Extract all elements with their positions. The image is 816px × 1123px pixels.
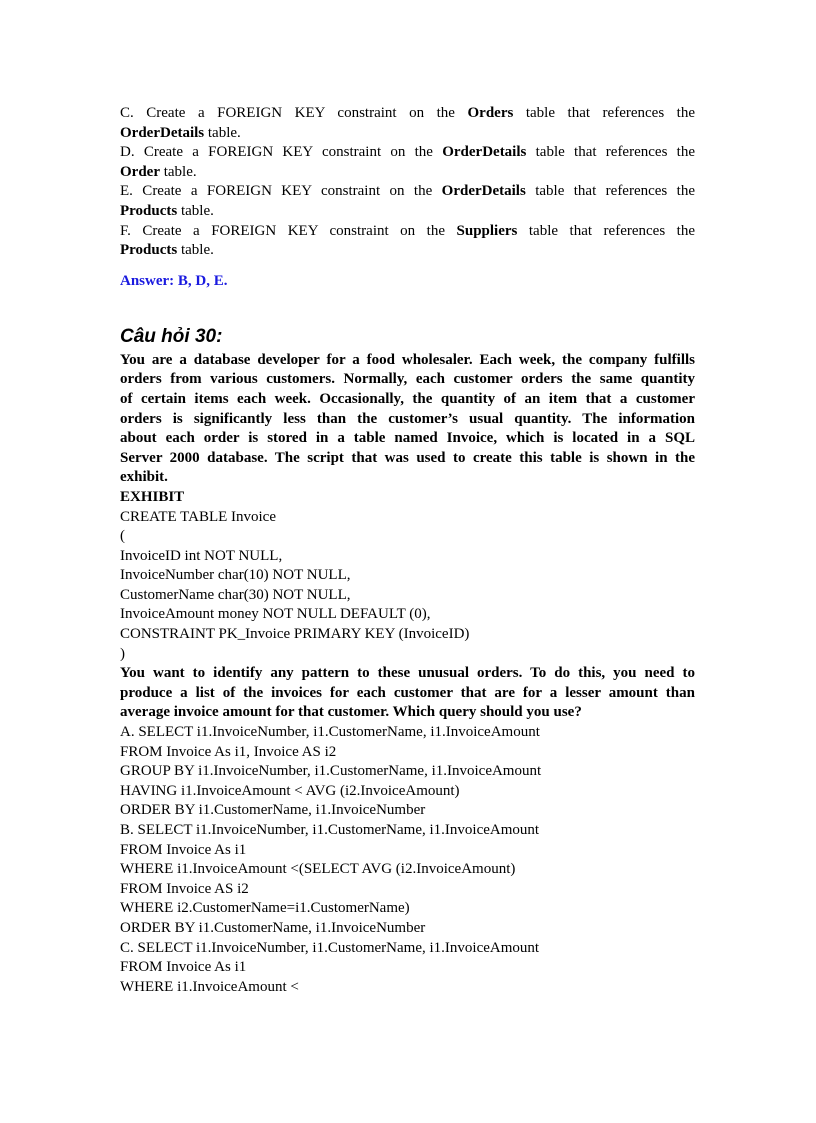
task-line: average invoice amount for that customer. Which query should you use? bbox=[120, 704, 582, 721]
option-c bbox=[120, 104, 695, 143]
option-d-line-1: D. Create a FOREIGN KEY constraint on the OrderDetails table that references the bbox=[120, 144, 695, 161]
choice-line: A. SELECT i1.InvoiceNumber, i1.CustomerName, i1.InvoiceAmount bbox=[120, 724, 540, 741]
choice-line: FROM Invoice As i1 bbox=[120, 841, 247, 858]
code-line: InvoiceID int NOT NULL, bbox=[120, 547, 283, 564]
code-line: CREATE TABLE Invoice bbox=[120, 508, 276, 525]
code-line: InvoiceNumber char(10) NOT NULL, bbox=[120, 567, 351, 584]
code-line: CustomerName char(30) NOT NULL, bbox=[120, 586, 351, 603]
answer-text: Answer: B, D, E. bbox=[120, 272, 228, 289]
choice-line: ORDER BY i1.CustomerName, i1.InvoiceNumber bbox=[120, 802, 426, 819]
exhibit-label: EXHIBIT bbox=[120, 488, 185, 505]
choice-line: FROM Invoice As i1, Invoice AS i2 bbox=[120, 743, 337, 760]
option-c-line-1: C. Create a FOREIGN KEY constraint on the Orders table that references the bbox=[120, 105, 696, 121]
code-line: CONSTRAINT PK_Invoice PRIMARY KEY (InvoiceID) bbox=[120, 626, 470, 643]
task-line: produce a list of the invoices for each customer that are for a lesser amount than bbox=[120, 684, 695, 701]
choice-line: HAVING i1.InvoiceAmount < AVG (i2.InvoiceAmount) bbox=[120, 782, 460, 799]
intro-line: exhibit. bbox=[120, 469, 168, 486]
question-intro bbox=[120, 351, 695, 508]
option-d bbox=[120, 143, 695, 182]
intro-line: orders is significantly less than the customer’s usual quantity. The information bbox=[120, 410, 695, 427]
option-f-line-2: Products table. bbox=[120, 242, 214, 259]
task-line: You want to identify any pattern to these unusual orders. To do this, you need to bbox=[120, 665, 695, 682]
option-e-line-1: E. Create a FOREIGN KEY constraint on the OrderDetails table that references the bbox=[120, 183, 695, 200]
intro-line: about each order is stored in a table named Invoice, which is located in a SQL bbox=[120, 430, 695, 447]
code-line: ) bbox=[120, 645, 125, 662]
option-e bbox=[120, 182, 695, 221]
choice-line: FROM Invoice As i1 bbox=[120, 959, 247, 976]
option-f-line-1: F. Create a FOREIGN KEY constraint on the Suppliers table that references the bbox=[120, 222, 695, 239]
choice-line: GROUP BY i1.InvoiceNumber, i1.CustomerName, i1.InvoiceAmount bbox=[120, 763, 542, 780]
choice-line: ORDER BY i1.CustomerName, i1.InvoiceNumber bbox=[120, 919, 426, 936]
option-e-line-2: Products table. bbox=[120, 202, 214, 219]
intro-line: You are a database developer for a food wholesaler. Each week, the company fulfills bbox=[120, 351, 695, 368]
intro-line: Server 2000 database. The script that was used to create this table is shown in the bbox=[120, 449, 695, 466]
exhibit-code bbox=[120, 508, 695, 665]
answer-choices bbox=[120, 723, 695, 997]
question-title: Câu hỏi 30: bbox=[120, 325, 223, 347]
intro-line: of certain items each week. Occasionally, the quantity of an item that a customer bbox=[120, 390, 695, 407]
choice-line: FROM Invoice AS i2 bbox=[120, 880, 249, 897]
option-d-line-2: Order table. bbox=[120, 163, 197, 180]
option-c-line-2: OrderDetails table. bbox=[120, 124, 241, 141]
intro-line: orders from various customers. Normally, each customer orders the same quantity bbox=[120, 371, 695, 388]
question-task bbox=[120, 664, 695, 723]
previous-options bbox=[120, 104, 695, 261]
choice-line: WHERE i1.InvoiceAmount < bbox=[120, 978, 299, 995]
code-line: InvoiceAmount money NOT NULL DEFAULT (0), bbox=[120, 606, 431, 623]
option-f bbox=[120, 222, 695, 261]
choice-line: WHERE i1.InvoiceAmount <(SELECT AVG (i2.InvoiceAmount) bbox=[120, 861, 516, 878]
document-page bbox=[120, 104, 695, 997]
choice-line: B. SELECT i1.InvoiceNumber, i1.CustomerName, i1.InvoiceAmount bbox=[120, 822, 540, 838]
choice-line: C. SELECT i1.InvoiceNumber, i1.CustomerName, i1.InvoiceAmount bbox=[120, 939, 540, 956]
code-line: ( bbox=[120, 528, 125, 545]
choice-line: WHERE i2.CustomerName=i1.CustomerName) bbox=[120, 900, 410, 917]
